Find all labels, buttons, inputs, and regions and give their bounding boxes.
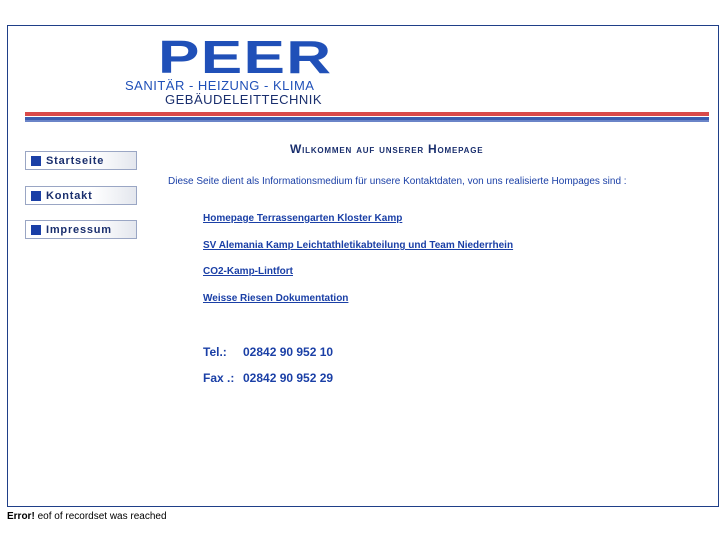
error-text: eof of recordset was reached xyxy=(34,511,167,522)
intro-text: Diese Seite dient als Informationsmedium für unsere Kontaktdaten, von uns realisierte Hompages sind : xyxy=(168,176,627,187)
link-co2-kamp-lintfort[interactable]: CO2-Kamp-Lintfort xyxy=(203,266,293,277)
nav-label: Startseite xyxy=(46,154,105,167)
error-label: Error! xyxy=(7,511,35,522)
logo-wordmark: PEER xyxy=(158,31,333,83)
nav-label: Kontakt xyxy=(46,189,93,202)
nav-startseite-button[interactable] xyxy=(25,151,137,170)
page-title: Wilkommen auf unserer Homepage xyxy=(290,142,484,156)
nav-label: Impressum xyxy=(46,223,112,236)
fax-value: 02842 90 952 29 xyxy=(243,371,334,385)
contact-fax xyxy=(203,371,334,385)
error-message xyxy=(7,511,167,522)
square-bullet-icon xyxy=(31,156,41,166)
tel-label: Tel.: xyxy=(203,345,227,359)
logo-subtagline: GEBÄUDELEITTECHNIK xyxy=(165,92,323,107)
header-stripe-lightblue xyxy=(25,120,709,122)
link-terrassengarten[interactable]: Homepage Terrassengarten Kloster Kamp xyxy=(203,213,403,224)
square-bullet-icon xyxy=(31,225,41,235)
square-bullet-icon xyxy=(31,191,41,201)
tel-value: 02842 90 952 10 xyxy=(243,345,334,359)
page-frame xyxy=(7,25,719,507)
contact-tel xyxy=(203,345,334,359)
logo-tagline: SANITÄR - HEIZUNG - KLIMA xyxy=(125,78,315,93)
link-weisse-riesen[interactable]: Weisse Riesen Dokumentation xyxy=(203,293,349,304)
nav-impressum-button[interactable] xyxy=(25,220,137,239)
header-stripe-red xyxy=(25,112,709,116)
fax-label: Fax .: xyxy=(203,371,235,385)
link-sv-alemania[interactable]: SV Alemania Kamp Leichtathletikabteilung und Team Niederrhein xyxy=(203,240,514,251)
nav-kontakt-button[interactable] xyxy=(25,186,137,205)
